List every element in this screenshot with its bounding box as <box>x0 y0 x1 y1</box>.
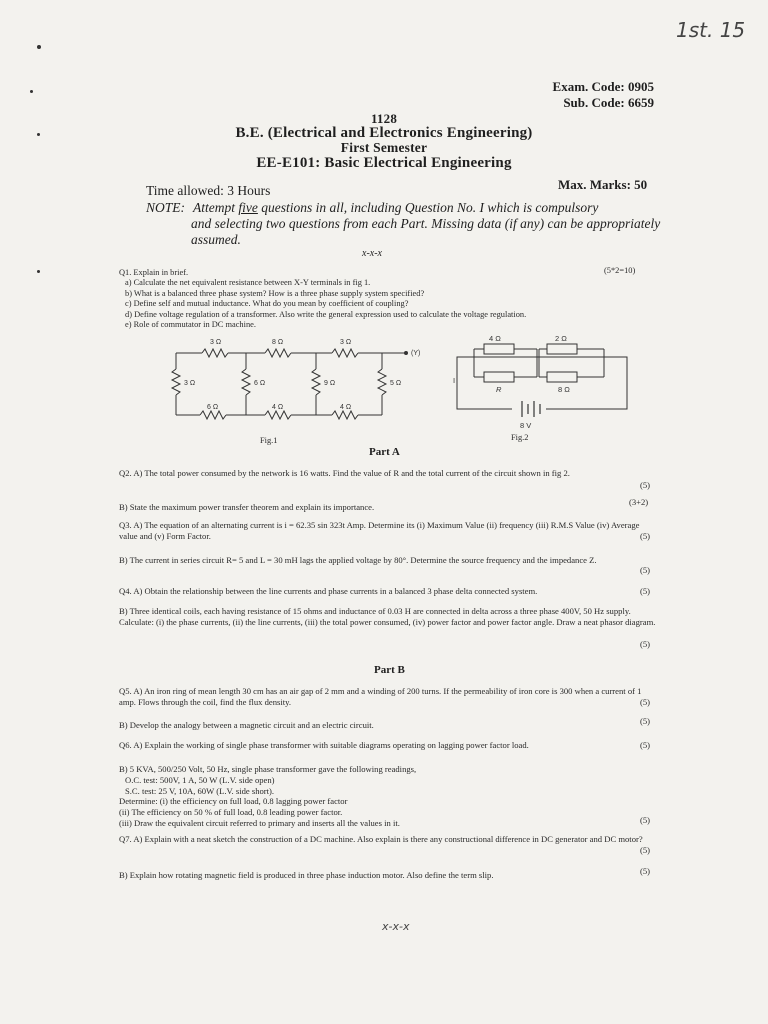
note-line-2: and selecting two questions from each Part. Missing data (if any) can be appropriately <box>191 216 661 231</box>
binder-hole-mark <box>30 90 33 93</box>
q6a-marks: (5) <box>640 740 651 750</box>
fig1-res-bottom: 4 Ω <box>340 404 352 411</box>
q6b-line: S.C. test: 25 V, 10A, 60W (L.V. side short). <box>125 785 275 796</box>
q6a: Q6. A) Explain the working of single phase transformer with suitable diagrams operating on lagging power factor load. <box>119 740 529 750</box>
part-a-heading: Part A <box>369 446 400 458</box>
fig1-res-bottom: 4 Ω <box>272 404 284 411</box>
q5b-marks: (5) <box>640 716 651 726</box>
fig2-res: 2 Ω <box>555 334 567 343</box>
q6b-line: O.C. test: 500V, 1 A, 50 W (L.V. side open) <box>125 774 275 785</box>
q4a: Q4. A) Obtain the relationship between the line currents and phase currents in a balanced 3 phase delta connected system. <box>119 586 538 596</box>
fig1-res-top: 3 Ω <box>210 339 222 346</box>
q3a: Q3. A) The equation of an alternating current is i = 62.35 sin 323t Amp. Determine its (i) Maximum Value (ii) frequency (iii) R.M.S Value (iv) Average value and (v) Form Factor. <box>119 520 640 541</box>
q4b: B) Three identical coils, each having resistance of 15 ohms and inductance of 0.03 H are connected in delta across a three phase 400V, 50 Hz supply. Calculate: (i) the phase currents, (ii) the line currents, (iii) the total power consumed, (iv) power factor and power factor angle. Draw a neat phasor diagram. <box>119 606 656 627</box>
part-b-heading: Part B <box>374 664 405 676</box>
q7a: Q7. A) Explain with a neat sketch the construction of a DC machine. Also explain is there any constructional difference in DC generator and DC motor? <box>119 834 643 844</box>
fig1-res-shunt: 9 Ω <box>324 380 336 387</box>
q6b-line: B) 5 KVA, 500/250 Volt, 50 Hz, single phase transformer gave the following readings, <box>119 764 417 774</box>
q2b: B) State the maximum power transfer theorem and explain its importance. <box>119 502 375 512</box>
fig1-res-shunt: 5 Ω <box>390 380 402 387</box>
q6b-line: (ii) The efficiency on 50 % of full load, 0.8 leading power factor. <box>119 807 343 818</box>
q2b-marks: (3+2) <box>629 497 649 507</box>
q2a-marks: (5) <box>640 480 651 490</box>
max-marks: Max. Marks: 50 <box>558 177 648 192</box>
binder-hole-mark <box>37 45 41 49</box>
q3a-marks: (5) <box>640 531 651 541</box>
q1-part: e) Role of commutator in DC machine. <box>125 320 256 330</box>
q5b: B) Develop the analogy between a magnetic circuit and an electric circuit. <box>119 720 374 730</box>
fig1-caption: Fig.1 <box>260 436 278 445</box>
note-five: five <box>238 200 258 215</box>
end-mark: x-x-x <box>382 920 410 933</box>
q3b: B) The current in series circuit R= 5 and L = 30 mH lags the applied voltage by 80°. Determine the source frequency and the impedance Z. <box>119 555 597 565</box>
exam-code: Exam. Code: 0905 <box>552 79 654 94</box>
q6b-marks: (5) <box>640 815 651 825</box>
fig2-current: I <box>453 376 456 385</box>
q1-part-list <box>125 278 660 331</box>
fig1-terminal: (Y) <box>411 350 421 357</box>
figure-2-circuit <box>452 333 632 433</box>
instructions-note <box>146 200 706 248</box>
q4b-marks: (5) <box>640 639 651 649</box>
q7b: B) Explain how rotating magnetic field is produced in three phase induction motor. Also define the term slip. <box>119 870 494 880</box>
fig2-res-r: R <box>496 385 502 394</box>
q7b-marks: (5) <box>640 866 651 876</box>
figure-1-circuit <box>170 333 430 433</box>
sub-code: Sub. Code: 6659 <box>563 95 654 110</box>
q1-part: a) Calculate the net equivalent resistance between X-Y terminals in fig 1. <box>125 278 371 287</box>
fig2-res: 8 Ω <box>558 385 570 394</box>
subject-title: EE-E101: Basic Electrical Engineering <box>256 155 512 171</box>
fig1-res-shunt: 6 Ω <box>254 380 266 387</box>
q1-part: d) Define voltage regulation of a transformer. Also write the general expression used to calculate the voltage regulation. <box>125 309 527 319</box>
q5a: Q5. A) An iron ring of mean length 30 cm has an air gap of 2 mm and a winding of 200 turns. If the permeability of iron core is 300 when a current of 1 amp. Flows through the coil, find the flux density. <box>119 686 642 707</box>
q5a-marks: (5) <box>640 697 651 707</box>
handwritten-date: 1st. 15 <box>676 18 746 42</box>
q7a-marks: (5) <box>640 845 651 855</box>
q4a-marks: (5) <box>640 586 651 596</box>
degree-title: B.E. (Electrical and Electronics Engineering) <box>235 125 533 141</box>
fig2-res: 4 Ω <box>489 334 501 343</box>
q6b <box>119 764 639 829</box>
separator: x-x-x <box>362 248 382 259</box>
q1-part: b) What is a balanced three phase system? How is a three phase supply system specified? <box>125 288 425 298</box>
fig2-source: 8 V <box>520 421 532 430</box>
note-line-3: assumed. <box>191 232 241 247</box>
note-line-1: NOTE: Attempt five questions in all, including Question No. I which is compulsory <box>146 200 599 215</box>
time-allowed: Time allowed: 3 Hours <box>146 183 271 198</box>
fig1-res-shunt: 3 Ω <box>184 380 196 387</box>
binder-hole-mark <box>37 270 40 273</box>
fig1-res-top: 3 Ω <box>340 339 352 346</box>
q6b-line: Determine: (i) the efficiency on full load, 0.8 lagging power factor <box>119 796 348 807</box>
note-label: NOTE: <box>146 200 186 215</box>
q1-part: c) Define self and mutual inductance. What do you mean by coefficient of coupling? <box>125 299 409 309</box>
q1-marks: (5*2=10) <box>604 266 636 275</box>
fig1-res-bottom: 6 Ω <box>207 404 219 411</box>
q3b-marks: (5) <box>640 565 651 575</box>
paper-number: 1128 <box>370 111 398 126</box>
q1-title: Q1. Explain in brief. <box>119 268 189 277</box>
semester: First Semester <box>340 140 428 155</box>
fig2-caption: Fig.2 <box>511 433 529 442</box>
fig1-res-top: 8 Ω <box>272 339 284 346</box>
q2a: Q2. A) The total power consumed by the network is 16 watts. Find the value of R and the total current of the circuit shown in fig 2. <box>119 468 570 478</box>
q6b-line: (iii) Draw the equivalent circuit referred to primary and inserts all the values in it. <box>119 817 400 828</box>
